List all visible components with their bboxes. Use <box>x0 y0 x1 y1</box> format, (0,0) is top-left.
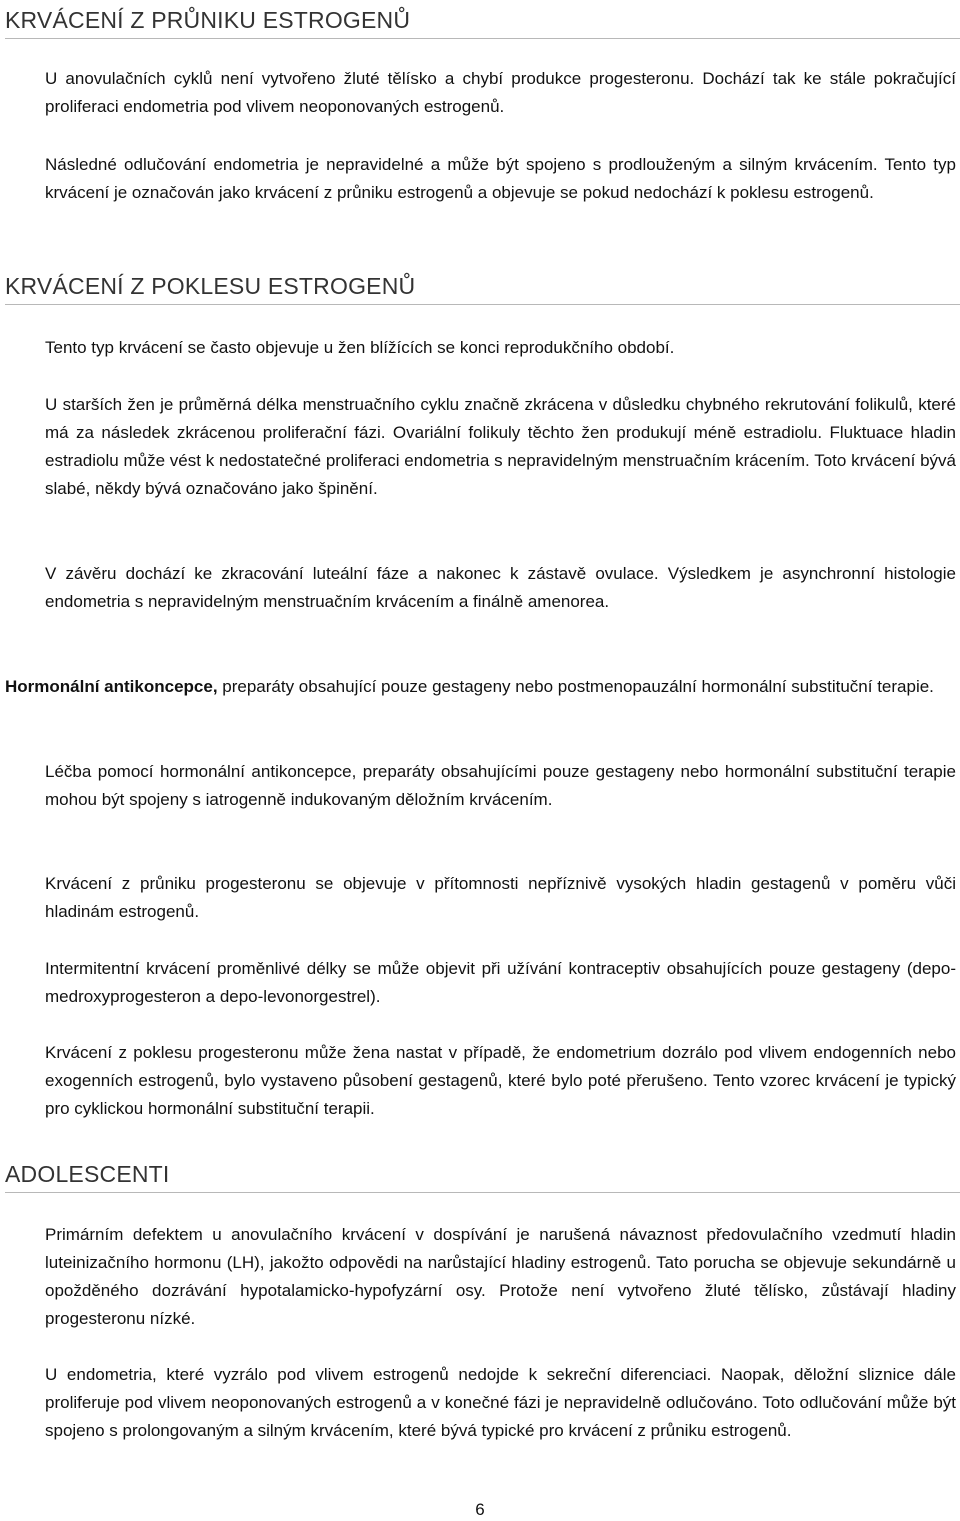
paragraph-endometrium-proliferation: U endometria, které vyzrálo pod vlivem estrogenů nedojde k sekreční diferenciaci. Naopak, děložní sliznice dále proliferuje pod vlivem neoponovaných estrogenů a v konečné fázi je nepravidelně odlučováno. Toto odlučování může být spojeno s prolongovaným a silným krvácením, které bývá typické pro krvácení z průniku estrogenů. <box>45 1365 956 1440</box>
section-heading-adolescents: ADOLESCENTI <box>5 1160 960 1193</box>
paragraph-luteal-phase: V závěru dochází ke zkracování luteální fáze a nakonec k zástavě ovulace. Výsledkem je asynchronní histologie endometria s nepravidelným menstruačním krvácením a finálně amenorea. <box>45 564 956 611</box>
paragraph-anovulatory-cycles: U anovulačních cyklů není vytvořeno žluté tělísko a chybí produkce progesteronu. Dochází tak ke stále pokračující proliferaci endometria pod vlivem neoponovaných estrogenů. <box>45 69 956 116</box>
page-number: 6 <box>475 1500 485 1519</box>
hormonal-contraception-term: Hormonální antikoncepce, <box>5 677 218 696</box>
paragraph-primary-defect: Primárním defektem u anovulačního krvácení v dospívání je narušená návaznost předovulačního vzedmutí hladin luteinizačního hormonu (LH), jakožto odpovědi na narůstající hladiny estrogenů. Tato porucha se objevuje sekundárně u opožděného dozrávání hypotalamicko-hypofyzární osy. Protože není vytvořeno žluté tělísko, zůstávají hladiny progesteronu nízké. <box>45 1225 956 1328</box>
paragraph-reproductive-end: Tento typ krvácení se často objevuje u žen blížících se konci reprodukčního období. <box>45 338 675 357</box>
section-heading-estrogen-breakthrough: KRVÁCENÍ Z PRŮNIKU ESTROGENŮ <box>5 6 960 39</box>
hormonal-contraception-intro-text: preparáty obsahující pouze gestageny nebo postmenopauzální hormonální substituční terapie. <box>217 677 934 696</box>
paragraph-progesterone-withdrawal: Krvácení z poklesu progesteronu může žena nastat v případě, že endometrium dozrálo pod vlivem endogenních nebo exogenních estrogenů, bylo vystaveno působení gestagenů, které bylo poté přerušeno. Tento vzorec krvácení je typický pro cyklickou hormonální substituční terapii. <box>45 1043 956 1118</box>
paragraph-older-women: U starších žen je průměrná délka menstruačního cyklu značně zkrácena v důsledku chybného rekrutování folikulů, které má za následek zkrácenou proliferační fázi. Ovariální folikuly těchto žen produkují méně estradiolu. Fluktuace hladin estradiolu může vést k nedostatečné proliferaci endometria s nepravidelným menstruačním krácením. Toto krvácení bývá slabé, někdy bývá označováno jako špinění. <box>45 395 956 498</box>
paragraph-progesterone-breakthrough: Krvácení z průniku progesteronu se objevuje v přítomnosti nepříznivě vysokých hladin gestagenů v poměru vůči hladinám estrogenů. <box>45 874 956 921</box>
paragraph-intermittent-bleeding: Intermitentní krvácení proměnlivé délky se může objevit při užívání kontraceptiv obsahujících pouze gestageny (depo-medroxyprogesteron a depo-levonorgestrel). <box>45 959 956 1006</box>
section-heading-estrogen-withdrawal: KRVÁCENÍ Z POKLESU ESTROGENŮ <box>5 272 960 305</box>
paragraph-hormonal-contraception-intro <box>5 673 956 701</box>
paragraph-endometrial-shedding: Následné odlučování endometria je nepravidelné a může být spojeno s prodlouženým a silným krvácením. Tento typ krvácení je označován jako krvácení z průniku estrogenů a objevuje se pokud nedochází k poklesu estrogenů. <box>45 155 956 202</box>
paragraph-iatrogenic-bleeding: Léčba pomocí hormonální antikoncepce, preparáty obsahujícími pouze gestageny nebo hormonální substituční terapie mohou být spojeny s iatrogenně indukovaným děložním krvácením. <box>45 762 956 809</box>
